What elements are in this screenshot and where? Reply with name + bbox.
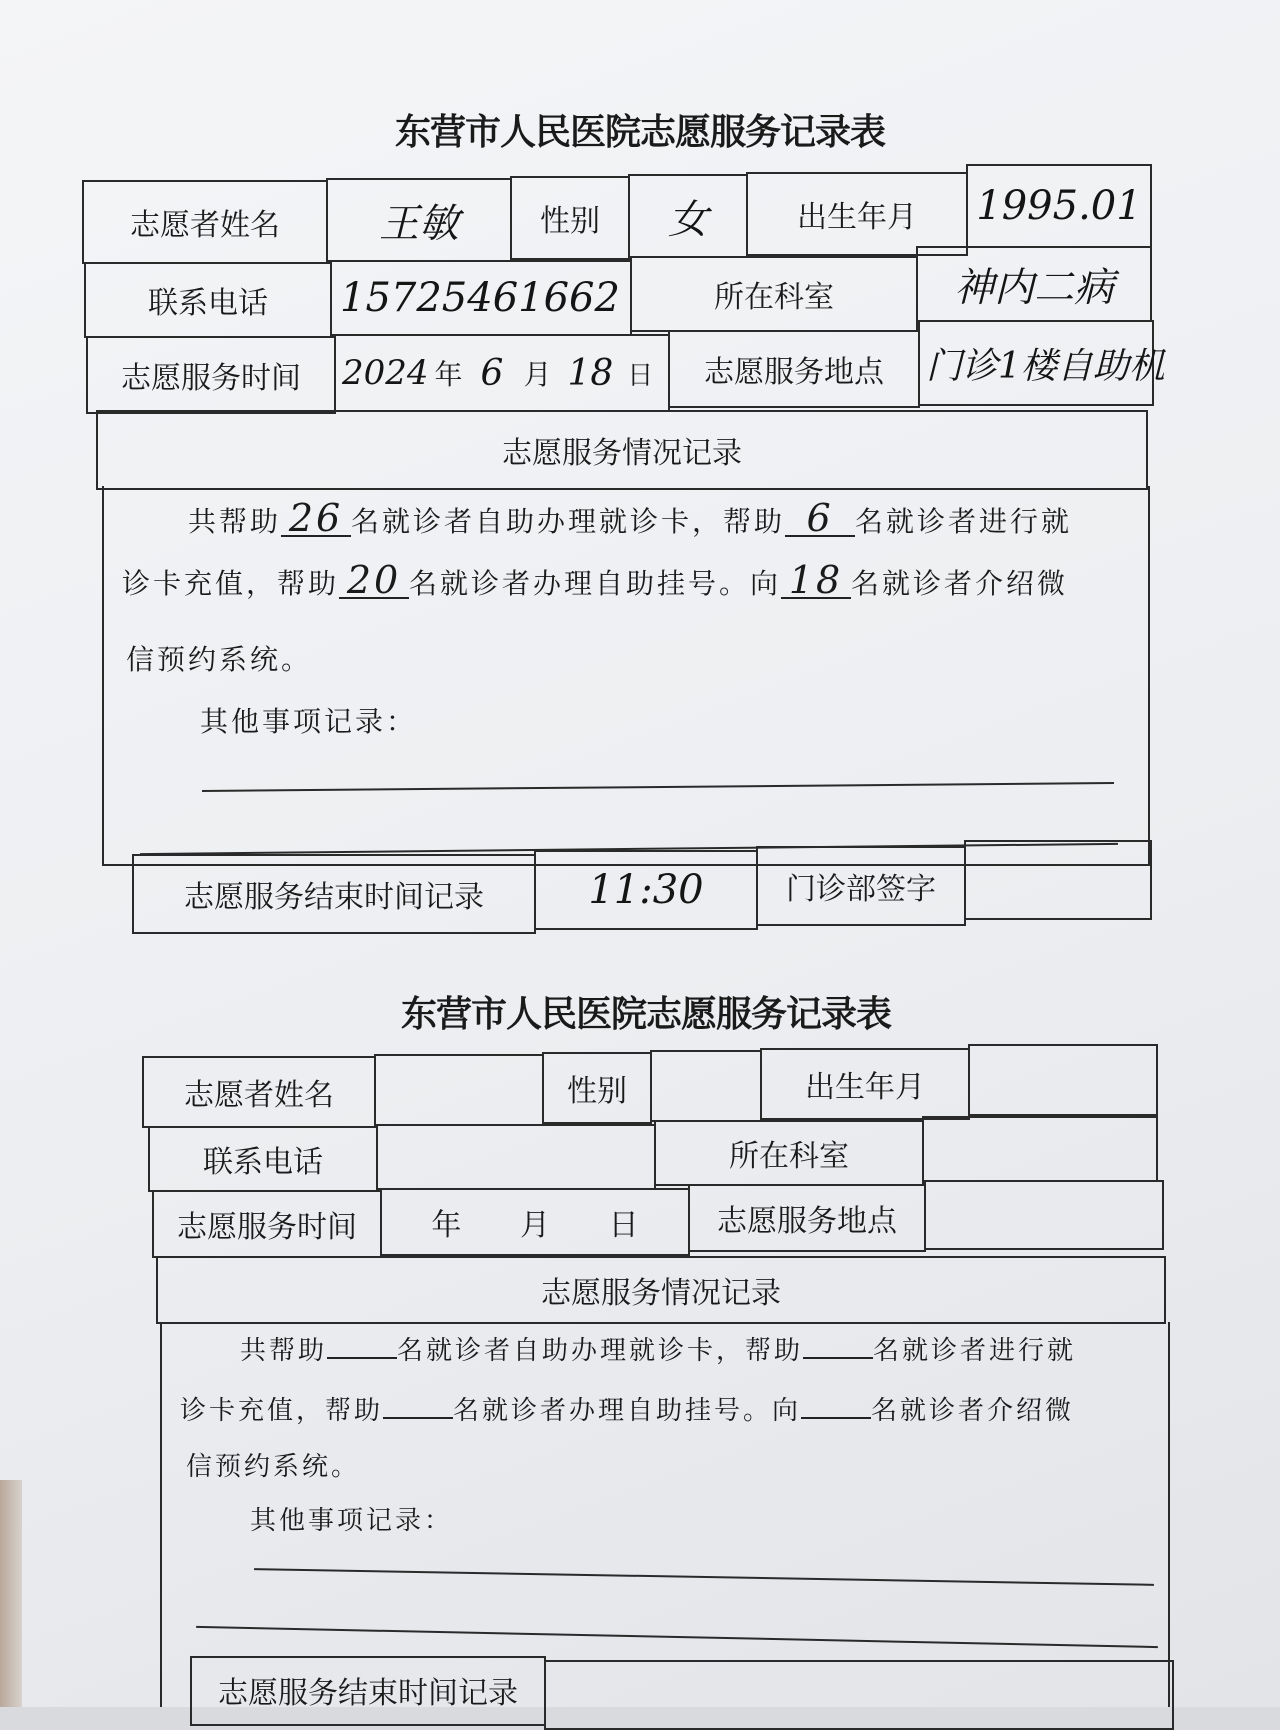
phone-value-cell[interactable] bbox=[330, 260, 632, 336]
text-span: 名就诊者介绍微 bbox=[871, 1396, 1075, 1426]
service-place-value-cell[interactable] bbox=[924, 1180, 1164, 1250]
text-span: 名就诊者自助办理就诊卡，帮助 bbox=[351, 505, 786, 538]
count-recharge-blank[interactable] bbox=[803, 1357, 873, 1359]
year-unit: 年 bbox=[434, 358, 463, 391]
end-time-value-cell[interactable] bbox=[544, 1660, 1174, 1730]
gender-label: 性别 bbox=[542, 1052, 652, 1124]
name-label: 志愿者姓名 bbox=[142, 1056, 376, 1128]
year-unit: 年 bbox=[431, 1208, 462, 1243]
record-line-2 bbox=[180, 1390, 1074, 1427]
text-span: 名就诊者介绍微 bbox=[851, 567, 1069, 600]
service-time-label: 志愿服务时间 bbox=[152, 1190, 382, 1258]
name-value-cell[interactable] bbox=[326, 178, 512, 262]
text-span: 名就诊者进行就 bbox=[855, 505, 1073, 538]
form-title: 东营市人民医院志愿服务记录表 bbox=[400, 993, 891, 1035]
count-recharge[interactable]: 6 bbox=[785, 501, 855, 537]
dept-label: 所在科室 bbox=[654, 1120, 924, 1186]
gender-value-cell[interactable] bbox=[650, 1050, 762, 1122]
count-wechat[interactable]: 18 bbox=[781, 563, 851, 599]
end-time-label: 志愿服务结束时间记录 bbox=[132, 854, 536, 934]
phone-value: 15725461662 bbox=[340, 275, 620, 321]
text-span: 共帮助 bbox=[188, 505, 282, 538]
service-place-value: 门诊1楼自助机 bbox=[926, 345, 1165, 387]
dept-value: 神内二病 bbox=[954, 264, 1114, 311]
phone-label: 联系电话 bbox=[148, 1126, 378, 1192]
phone-label: 联系电话 bbox=[84, 262, 332, 338]
text-span: 名就诊者进行就 bbox=[873, 1336, 1077, 1366]
month-unit: 月 bbox=[523, 358, 552, 391]
record-line-3: 信预约系统。 bbox=[126, 643, 313, 676]
service-time-label: 志愿服务时间 bbox=[86, 336, 336, 414]
name-value: 王敏 bbox=[379, 200, 459, 247]
text-span: 名就诊者办理自助挂号。向 bbox=[453, 1396, 802, 1426]
sign-value-cell[interactable] bbox=[964, 840, 1152, 920]
record-line-1 bbox=[240, 1330, 1076, 1367]
service-year: 2024 bbox=[342, 353, 429, 393]
dept-value-cell[interactable] bbox=[922, 1116, 1158, 1182]
service-month: 6 bbox=[480, 352, 504, 394]
count-register[interactable]: 20 bbox=[339, 563, 409, 599]
text-span: 诊卡充值，帮助 bbox=[180, 1396, 384, 1426]
text-span: 名就诊者办理自助挂号。向 bbox=[409, 567, 782, 600]
count-wechat-blank[interactable] bbox=[801, 1417, 871, 1419]
end-time-value: 11:30 bbox=[588, 867, 704, 913]
day-unit: 日 bbox=[627, 360, 654, 391]
other-items-label: 其他事项记录： bbox=[200, 705, 418, 738]
phone-value-cell[interactable] bbox=[376, 1124, 656, 1190]
text-span: 名就诊者自助办理就诊卡，帮助 bbox=[397, 1336, 804, 1366]
count-cards[interactable]: 26 bbox=[281, 501, 351, 537]
other-items-label: 其他事项记录： bbox=[250, 1506, 454, 1536]
birth-value-cell[interactable] bbox=[966, 164, 1152, 248]
record-line-1 bbox=[188, 496, 1073, 540]
text-span: 共帮助 bbox=[240, 1336, 328, 1366]
record-header: 志愿服务情况记录 bbox=[96, 410, 1148, 490]
form-title: 东营市人民医院志愿服务记录表 bbox=[394, 111, 885, 153]
birth-value: 1995.01 bbox=[976, 183, 1142, 229]
record-line-2 bbox=[122, 558, 1069, 602]
gender-value-cell[interactable] bbox=[628, 174, 748, 258]
service-time-value-cell[interactable] bbox=[334, 334, 670, 412]
service-time-value-cell[interactable] bbox=[380, 1188, 690, 1256]
count-register-blank[interactable] bbox=[383, 1417, 453, 1419]
birth-label: 出生年月 bbox=[746, 172, 968, 256]
month-unit: 月 bbox=[519, 1208, 550, 1243]
gender-label: 性别 bbox=[510, 176, 630, 260]
service-day: 18 bbox=[567, 352, 614, 394]
end-time-value-cell[interactable] bbox=[534, 850, 758, 930]
count-cards-blank[interactable] bbox=[327, 1357, 397, 1359]
record-line-3: 信预约系统。 bbox=[186, 1452, 361, 1482]
name-label: 志愿者姓名 bbox=[82, 180, 328, 264]
day-unit: 日 bbox=[608, 1208, 639, 1243]
end-time-label: 志愿服务结束时间记录 bbox=[190, 1656, 546, 1726]
birth-value-cell[interactable] bbox=[968, 1044, 1158, 1116]
service-place-label: 志愿服务地点 bbox=[688, 1184, 926, 1252]
record-header: 志愿服务情况记录 bbox=[156, 1256, 1166, 1324]
dept-label: 所在科室 bbox=[630, 256, 918, 332]
gender-value: 女 bbox=[668, 196, 708, 243]
text-span: 诊卡充值，帮助 bbox=[122, 567, 340, 600]
birth-label: 出生年月 bbox=[760, 1048, 970, 1120]
finger-edge bbox=[0, 1480, 22, 1707]
sign-label: 门诊部签字 bbox=[756, 846, 966, 926]
name-value-cell[interactable] bbox=[374, 1054, 544, 1126]
service-place-label: 志愿服务地点 bbox=[668, 330, 920, 408]
dept-value-cell[interactable] bbox=[916, 246, 1152, 322]
service-place-value-cell[interactable] bbox=[918, 320, 1165, 406]
